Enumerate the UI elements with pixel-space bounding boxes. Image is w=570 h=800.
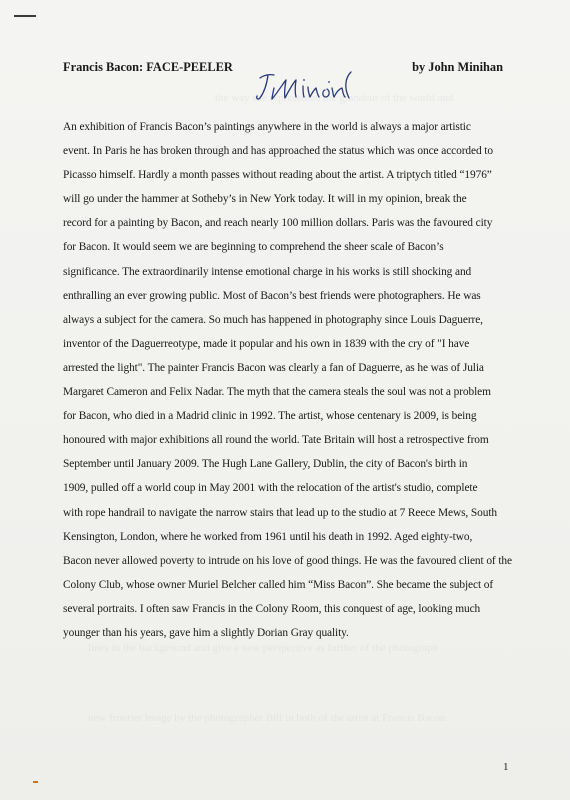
body-line: younger than his years, gave him a slightly Dorian Gray quality. [63, 626, 349, 639]
body-line: record for a painting by Bacon, and reach nearly 100 million dollars. Paris was the favoured city [63, 217, 493, 230]
body-line: always a subject for the camera. So much has happened in photography since Louis Daguerre, [63, 313, 483, 326]
scan-mark-top [14, 15, 36, 17]
body-line: several portraits. I often saw Francis in the Colony Room, this conquest of age, looking much [63, 602, 481, 615]
show-through-text: the way she represented the grandeur of the world and [215, 92, 454, 104]
body-line: arrested the light". The painter Francis Bacon was clearly a fan of Daguerre, as he was of Julia [63, 361, 484, 374]
body-line: Bacon never allowed poverty to intrude on his love of good things. He was the favoured client of the [63, 554, 512, 567]
body-line: Margaret Cameron and Felix Nadar. The myth that the camera steals the soul was not a problem [63, 386, 491, 399]
body-line: for Bacon. It would seem we are beginning to comprehend the sheer scale of Bacon’s [63, 241, 444, 254]
signature-dot [303, 79, 305, 81]
article-body [63, 115, 513, 645]
body-line: event. In Paris he has broken through and has approached the status which was once accorded to [63, 145, 493, 158]
page-number: 1 [503, 761, 509, 773]
body-line: enthralling an ever growing public. Most of Bacon’s best friends were photographers. He was [63, 289, 481, 302]
body-line: for Bacon, who died in a Madrid clinic in 1992. The artist, whose centenary is 2009, is being [63, 410, 477, 423]
scan-mark-bottom [33, 781, 38, 783]
body-line: 1909, pulled off a world coup in May 2001 with the relocation of the artist's studio, complete [63, 482, 478, 495]
body-line: September until January 2009. The Hugh Lane Gallery, Dublin, the city of Bacon's birth in [63, 458, 468, 471]
body-line: An exhibition of Francis Bacon’s paintings anywhere in the world is always a major artistic [63, 121, 471, 133]
article-title: Francis Bacon: FACE-PEELER [63, 60, 233, 74]
body-line: Colony Club, whose owner Muriel Belcher called him “Miss Bacon”. She became the subject of [63, 578, 494, 591]
body-line: will go under the hammer at Sotheby’s in New York today. It will in my opinion, break the [63, 193, 467, 206]
body-line: with rope handrail to navigate the narrow stairs that lead up to the studio at 7 Reece Mews, South [63, 506, 498, 519]
body-line: Kensington, London, where he worked from 1961 until his death in 1992. Aged eighty-two, [63, 530, 473, 543]
author-byline: by John Minihan [412, 60, 503, 74]
body-line: Picasso himself. Hardly a month passes without reading about the artist. A triptych titled “1976” [63, 169, 492, 182]
body-line: significance. The extraordinarily intense emotional charge in his works is still shocking and [63, 265, 472, 278]
body-line: inventor of the Daguerreotype, made it popular and his own in 1839 with the cry of "I have [63, 337, 470, 350]
show-through-text: new frontier image by the photographer Bill in both of the artist at Francis Bacon [88, 712, 446, 724]
show-through-text: lines in the background and give a new perspective as further of the photograph [88, 642, 439, 654]
body-line: honoured with major exhibitions all round the world. Tate Britain will host a retrospective from [63, 434, 489, 447]
signature-dot [328, 81, 330, 83]
